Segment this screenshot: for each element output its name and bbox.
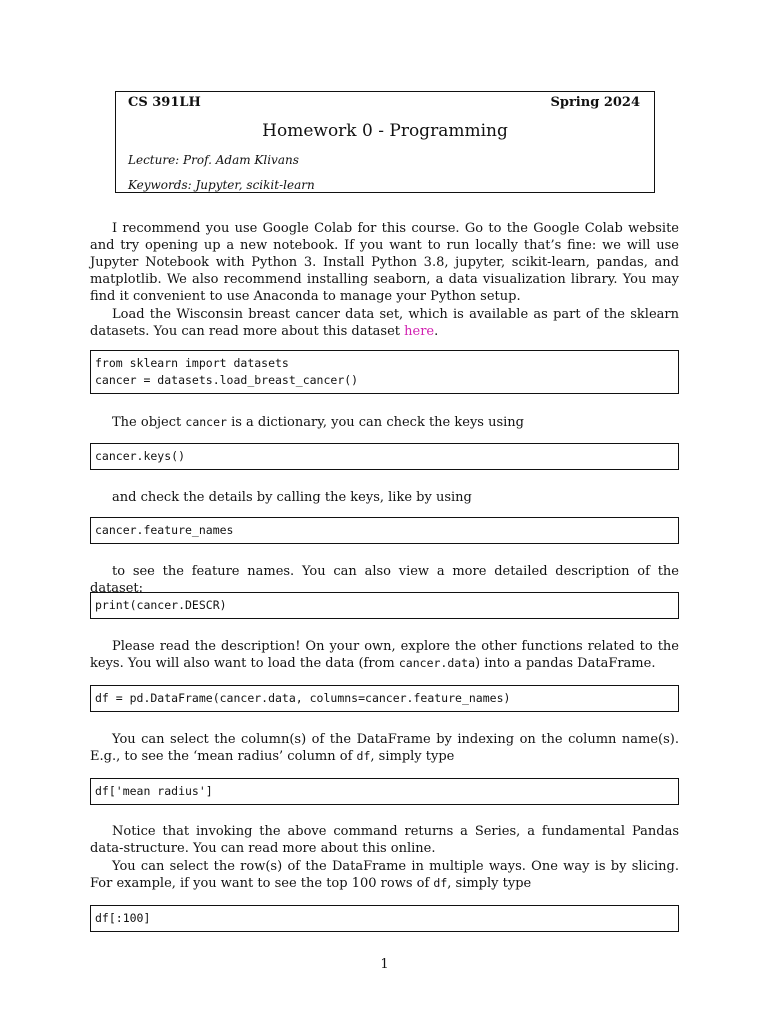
code-block-feature-names: cancer.feature_names: [90, 517, 679, 544]
details-paragraph: and check the details by calling the keys, like by using: [112, 490, 472, 505]
code-block-mean-radius: df['mean radius']: [90, 778, 679, 805]
description-paragraph: Please read the description! On your own, explore the other functions related to the keys. You will also want to load the data (from cancer.data) into a pandas DataFrame.: [90, 639, 679, 671]
code-block-slice: df[:100]: [90, 905, 679, 932]
page-title: Homework 0 - Programming: [262, 121, 508, 141]
inline-code: cancer.data: [398, 656, 476, 670]
inline-code: cancer: [185, 415, 227, 429]
series-paragraph: Notice that invoking the above command returns a Series, a fundamental Pandas data-structure. You can read more about this online.: [90, 824, 679, 856]
row-select-paragraph: You can select the row(s) of the DataFrame in multiple ways. One way is by slicing. For example, if you want to see the top 100 rows of df, simply type: [90, 859, 679, 891]
header-box: [115, 91, 655, 193]
code-block-keys: cancer.keys(): [90, 443, 679, 470]
code-block-descr: print(cancer.DESCR): [90, 592, 679, 619]
term: Spring 2024: [550, 95, 640, 110]
keywords-line: Keywords: Jupyter, scikit-learn: [128, 178, 315, 192]
feature-names-paragraph: to see the feature names. You can also view a more detailed description of the dataset:: [90, 564, 679, 596]
code-block-dataframe: df = pd.DataFrame(cancer.data, columns=cancer.feature_names): [90, 685, 679, 712]
inline-code: df: [356, 749, 371, 763]
lecture-line: Lecture: Prof. Adam Klivans: [128, 153, 299, 167]
dataset-paragraph: Load the Wisconsin breast cancer data set, which is available as part of the sklearn datasets. You can read more about this dataset here.: [90, 307, 679, 339]
intro-paragraph: I recommend you use Google Colab for this course. Go to the Google Colab website and try opening up a new notebook. If you want to run locally that’s fine: we will use Jupyter Notebook with Python 3. Install Python 3.8, jupyter, scikit-learn, pandas, and matplotlib. We also recommend installing seaborn, a data visualization library. You may find it convenient to use Anaconda to manage your Python setup.: [90, 221, 679, 304]
here-link[interactable]: here: [404, 324, 435, 339]
keys-paragraph: The object cancer is a dictionary, you can check the keys using: [112, 415, 524, 430]
column-select-paragraph: You can select the column(s) of the DataFrame by indexing on the column name(s). E.g., to see the ‘mean radius’ column of df, simply type: [90, 732, 679, 764]
page-number: 1: [380, 957, 389, 972]
code-block-import: from sklearn import datasets cancer = datasets.load_breast_cancer(): [90, 350, 679, 394]
course-code: CS 391LH: [128, 95, 201, 110]
inline-code: df: [433, 876, 448, 890]
